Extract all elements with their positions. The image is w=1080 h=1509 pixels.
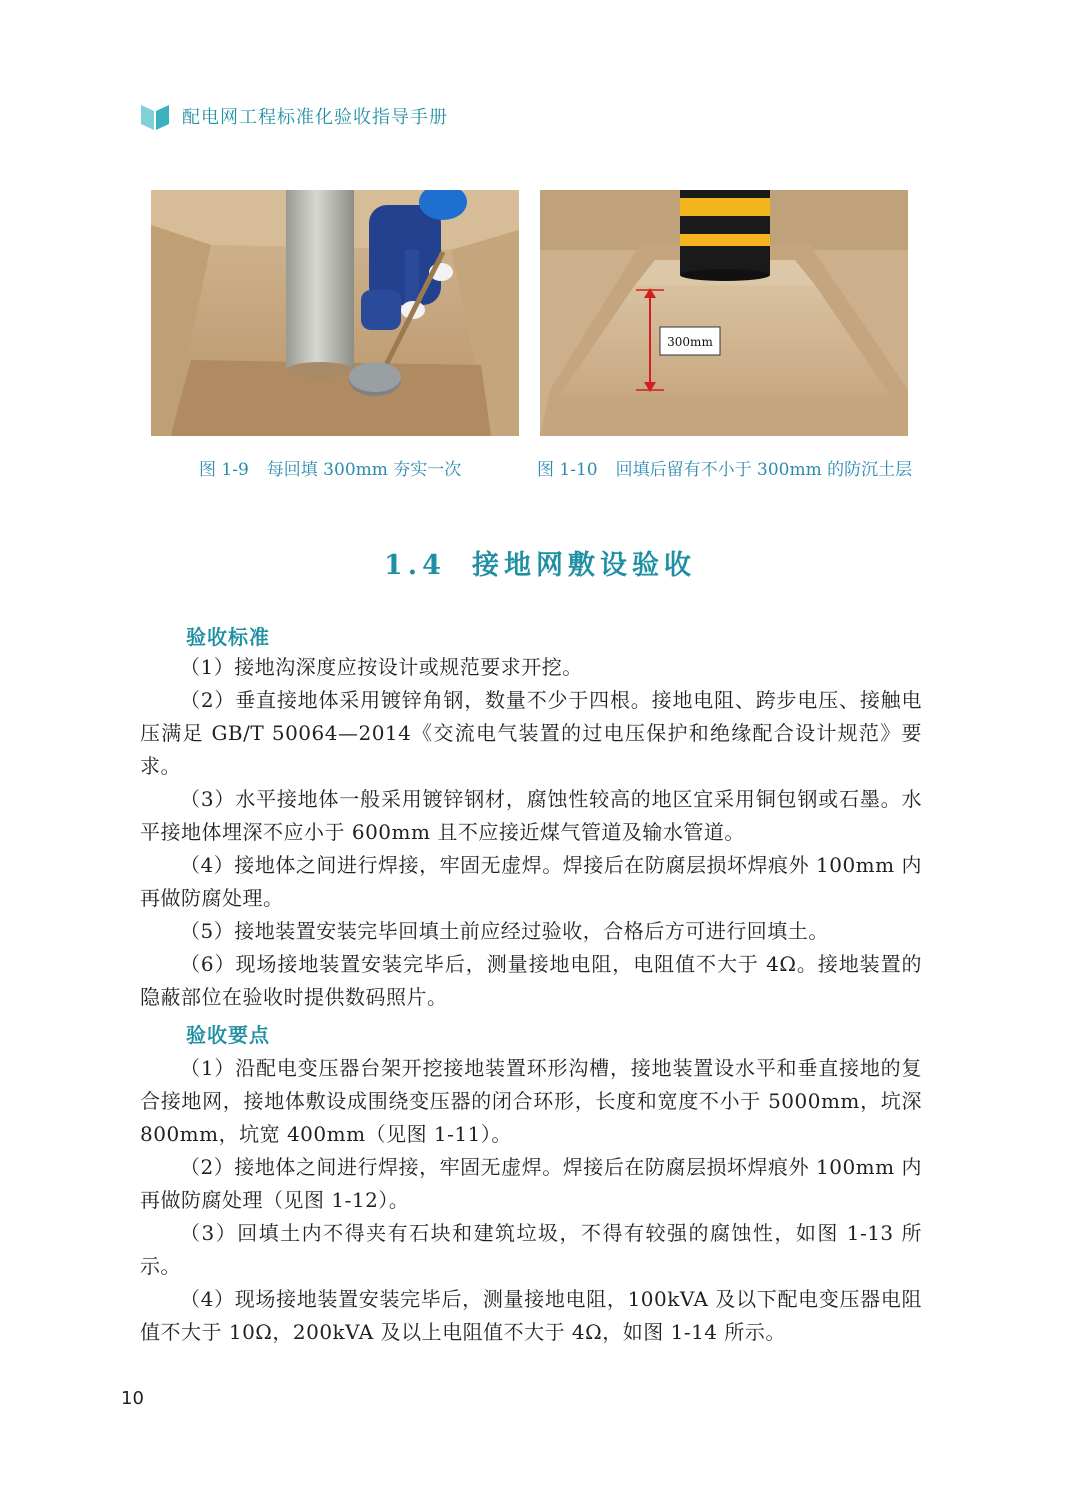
open-book-icon: [140, 101, 170, 131]
standard-item: （2）垂直接地体采用镀锌角钢，数量不少于四根。接地电阻、跨步电压、接触电压满足 GB/T 50064—2014《交流电气装置的过电压保护和绝缘配合设计规范》要求。: [140, 688, 922, 778]
standards-heading: 验收标准: [186, 625, 270, 649]
section-number: 1.4: [384, 550, 446, 581]
key-points-heading: 验收要点: [186, 1023, 270, 1047]
section-title: [0, 543, 1080, 582]
figure-caption-text: 回填后留有不小于 300mm 的防沉土层: [615, 460, 913, 480]
figure-caption: [199, 455, 461, 480]
dimension-label: 300mm: [667, 335, 713, 349]
key-point-item: （4）现场接地装置安装完毕后，测量接地电阻，100kVA 及以下配电变压器电阻值不大于 10Ω，200kVA 及以上电阻值不大于 4Ω，如图 1-14 所示。: [140, 1287, 922, 1344]
standard-item: （4）接地体之间进行焊接，牢固无虚焊。焊接后在防腐层损坏焊痕外 100mm 内再做防腐处理。: [140, 853, 922, 910]
running-header: [140, 100, 448, 132]
figure-number: 图 1-9: [199, 460, 249, 480]
book-title: 配电网工程标准化验收指导手册: [182, 107, 448, 128]
figure-number: 图 1-10: [537, 460, 598, 480]
figure-caption: [537, 455, 912, 480]
key-point-item: （2）接地体之间进行焊接，牢固无虚焊。焊接后在防腐层损坏焊痕外 100mm 内再做防腐处理（见图 1-12）。: [140, 1155, 922, 1212]
standard-item: （3）水平接地体一般采用镀锌钢材，腐蚀性较高的地区宜采用铜包钢或石墨。水平接地体埋深不应小于 600mm 且不应接近煤气管道及输水管道。: [140, 787, 922, 844]
standard-item: （1）接地沟深度应按设计或规范要求开挖。: [180, 655, 583, 679]
page-number: 10: [121, 1388, 144, 1409]
standards-list: [140, 651, 922, 1014]
standard-item: （5）接地装置安装完毕回填土前应经过验收，合格后方可进行回填土。: [180, 919, 829, 943]
standard-item: （6）现场接地装置安装完毕后，测量接地电阻，电阻值不大于 4Ω。接地装置的隐蔽部位在验收时提供数码照片。: [140, 952, 922, 1009]
key-points-list: [140, 1052, 922, 1349]
section-heading: 接地网敷设验收: [471, 550, 696, 581]
figure-1-10-photo: [540, 190, 908, 436]
key-point-item: （3）回填土内不得夹有石块和建筑垃圾，不得有较强的腐蚀性，如图 1-13 所示。: [140, 1221, 922, 1278]
key-point-item: （1）沿配电变压器台架开挖接地装置环形沟槽，接地装置设水平和垂直接地的复合接地网，接地体敷设成围绕变压器的闭合环形，长度和宽度不小于 5000mm，坑深 800mm，坑宽 400mm（见图 1-11）。: [140, 1056, 922, 1146]
figure-1-9-photo: [151, 190, 519, 436]
figure-caption-text: 每回填 300mm 夯实一次: [266, 460, 462, 480]
